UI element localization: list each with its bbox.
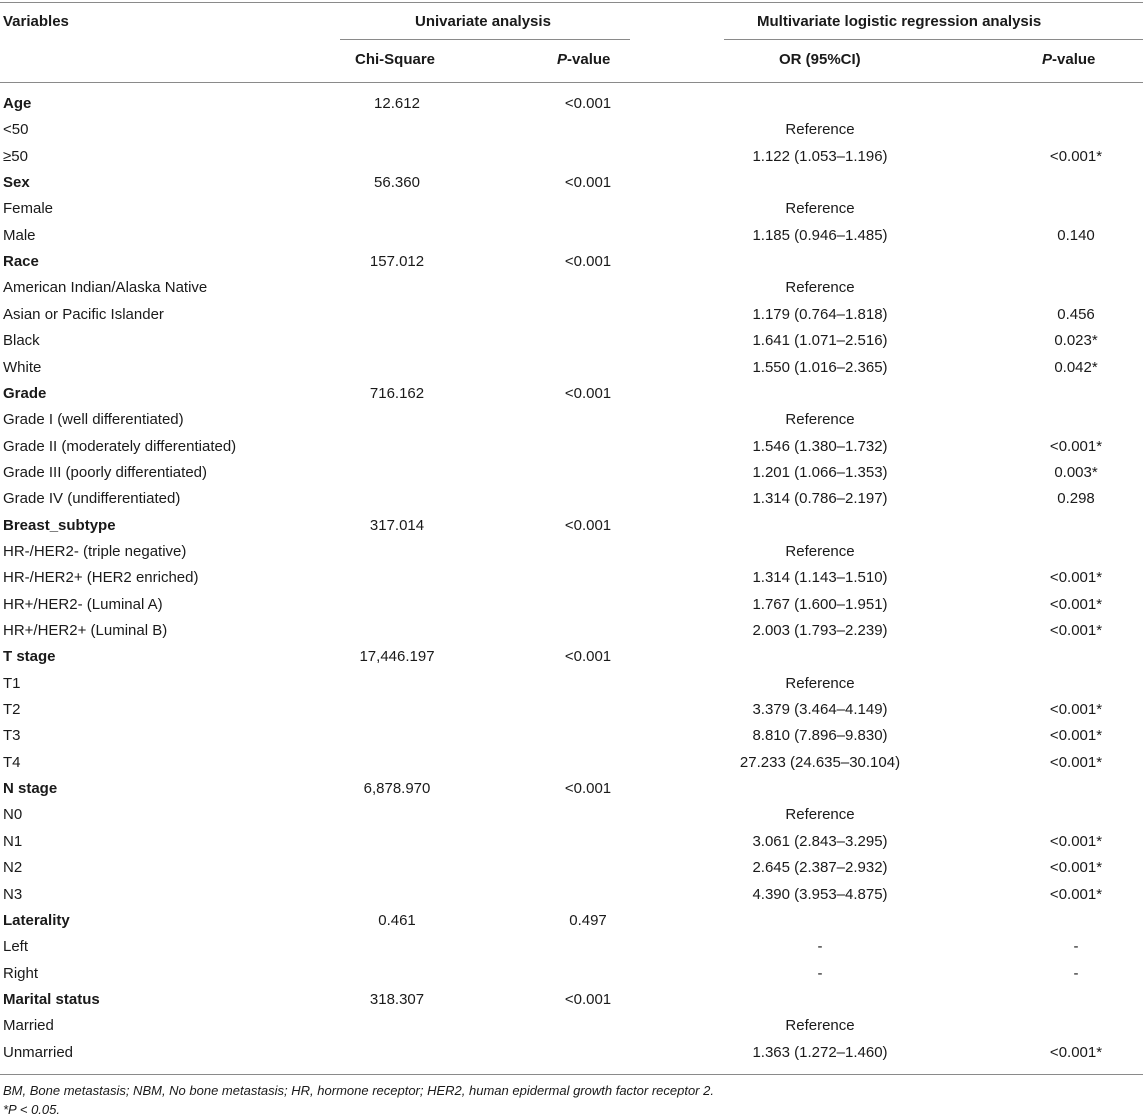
- table-row: [0, 222, 1143, 248]
- cell-or-ci: 1.122 (1.053–1.196): [752, 147, 888, 165]
- cell-variable: Right: [3, 964, 39, 982]
- cell-variable: HR-/HER2+ (HER2 enriched): [3, 569, 199, 587]
- cell-multivariate-p: 0.003*: [1054, 463, 1098, 481]
- table-row: [0, 116, 1143, 142]
- cell-variable: N3: [3, 885, 23, 903]
- cell-univariate-p: 0.497: [569, 911, 607, 929]
- table-row: [0, 617, 1143, 643]
- cell-variable: T4: [3, 753, 21, 771]
- cell-multivariate-p: <0.001*: [1049, 753, 1103, 771]
- cell-variable: Grade II (moderately differentiated): [3, 437, 237, 455]
- table-row: [0, 722, 1143, 748]
- table-row: [0, 801, 1143, 827]
- header-or-ci: OR (95%CI): [779, 51, 861, 68]
- cell-variable: HR-/HER2- (triple negative): [3, 542, 187, 560]
- cell-variable: Female: [3, 200, 54, 218]
- table-row: [0, 881, 1143, 907]
- table-row: [0, 327, 1143, 353]
- cell-univariate-p: <0.001: [564, 253, 612, 271]
- table-group-row: [0, 248, 1143, 274]
- cell-multivariate-p: <0.001*: [1049, 859, 1103, 877]
- cell-or-ci: 1.314 (0.786–2.197): [752, 490, 888, 508]
- cell-or-ci: Reference: [785, 200, 855, 218]
- table-row: [0, 143, 1143, 169]
- cell-chi-square: 318.307: [369, 990, 425, 1008]
- cell-variable: N stage: [3, 780, 58, 798]
- cell-univariate-p: <0.001: [564, 95, 612, 112]
- table-row: [0, 749, 1143, 775]
- cell-variable: T2: [3, 701, 21, 719]
- table-row: [0, 828, 1143, 854]
- table-row: [0, 564, 1143, 590]
- table-group-row: [0, 986, 1143, 1012]
- table-row: [0, 433, 1143, 459]
- cell-univariate-p: <0.001: [564, 648, 612, 666]
- header-multivariate: Multivariate logistic regression analysis: [757, 13, 1042, 30]
- cell-or-ci: Reference: [785, 674, 855, 692]
- table-row: [0, 195, 1143, 221]
- cell-variable: Unmarried: [3, 1043, 74, 1061]
- footnote-abbreviations: BM, Bone metastasis; NBM, No bone metastasis; HR, hormone receptor; HER2, human epidermal growth factor receptor 2.: [3, 1083, 714, 1098]
- cell-variable: American Indian/Alaska Native: [3, 279, 208, 297]
- cell-variable: Asian or Pacific Islander: [3, 305, 164, 323]
- cell-or-ci: Reference: [785, 1017, 855, 1035]
- cell-multivariate-p: 0.456: [1057, 305, 1095, 323]
- cell-univariate-p: <0.001: [564, 990, 612, 1008]
- cell-variable: Age: [3, 95, 32, 112]
- table-row: [0, 591, 1143, 617]
- cell-or-ci: 1.767 (1.600–1.951): [752, 595, 888, 613]
- cell-or-ci: 2.645 (2.387–2.932): [752, 859, 888, 877]
- cell-multivariate-p: <0.001*: [1049, 147, 1103, 165]
- header-univariate-p: P-value: [557, 51, 611, 68]
- cell-or-ci: -: [817, 938, 823, 956]
- cell-chi-square: 12.612: [374, 95, 420, 112]
- cell-variable: Left: [3, 938, 29, 956]
- table-row: [0, 274, 1143, 300]
- table-row: [0, 1012, 1143, 1038]
- table-row: [0, 459, 1143, 485]
- cell-variable: HR+/HER2+ (Luminal B): [3, 622, 168, 639]
- multivariate-underline: [724, 39, 1143, 40]
- cell-variable: Married: [3, 1017, 54, 1035]
- cell-multivariate-p: 0.140: [1057, 226, 1095, 244]
- cell-variable: Race: [3, 253, 39, 271]
- cell-variable: N2: [3, 859, 23, 877]
- cell-variable: HR+/HER2- (Luminal A): [3, 595, 163, 613]
- cell-or-ci: Reference: [785, 121, 855, 139]
- cell-multivariate-p: <0.001*: [1049, 885, 1103, 903]
- footnote-significance: *P < 0.05.: [3, 1102, 60, 1117]
- cell-or-ci: Reference: [785, 279, 855, 297]
- table-group-row: [0, 380, 1143, 406]
- cell-variable: Breast_subtype: [3, 516, 116, 534]
- cell-univariate-p: <0.001: [564, 174, 612, 192]
- cell-multivariate-p: <0.001*: [1049, 832, 1103, 850]
- cell-variable: Laterality: [3, 911, 70, 929]
- cell-multivariate-p: <0.001*: [1049, 727, 1103, 745]
- table-row: [0, 485, 1143, 511]
- cell-variable: <50: [3, 121, 29, 139]
- cell-univariate-p: <0.001: [564, 780, 612, 798]
- header-bottom-rule: [0, 82, 1143, 83]
- cell-multivariate-p: <0.001*: [1049, 701, 1103, 719]
- table-row: [0, 696, 1143, 722]
- cell-or-ci: -: [817, 964, 823, 982]
- cell-chi-square: 17,446.197: [359, 648, 435, 666]
- cell-or-ci: 1.179 (0.764–1.818): [752, 305, 888, 323]
- cell-multivariate-p: <0.001*: [1049, 595, 1103, 613]
- cell-variable: Black: [3, 332, 40, 350]
- cell-multivariate-p: <0.001*: [1049, 622, 1103, 639]
- table-row: [0, 1039, 1143, 1065]
- cell-variable: White: [3, 358, 42, 376]
- header-variables: Variables: [3, 13, 69, 30]
- cell-or-ci: 27.233 (24.635–30.104): [739, 753, 901, 771]
- cell-chi-square: 6,878.970: [363, 780, 431, 798]
- table-group-row: [0, 512, 1143, 538]
- cell-variable: Grade I (well differentiated): [3, 411, 184, 429]
- cell-multivariate-p: -: [1073, 938, 1079, 956]
- cell-variable: Sex: [3, 174, 30, 192]
- cell-variable: T3: [3, 727, 21, 745]
- cell-or-ci: 3.061 (2.843–3.295): [752, 832, 888, 850]
- cell-or-ci: 1.546 (1.380–1.732): [752, 437, 888, 455]
- cell-or-ci: 1.185 (0.946–1.485): [752, 226, 888, 244]
- cell-chi-square: 157.012: [369, 253, 425, 271]
- cell-chi-square: 56.360: [374, 174, 420, 192]
- table-top-rule: [0, 2, 1143, 3]
- cell-variable: Grade: [3, 384, 47, 402]
- cell-or-ci: Reference: [785, 411, 855, 429]
- cell-variable: ≥50: [3, 147, 28, 165]
- header-multivariate-p: P-value: [1042, 51, 1096, 68]
- table-group-row: [0, 90, 1143, 116]
- cell-variable: Marital status: [3, 990, 100, 1008]
- cell-multivariate-p: 0.023*: [1054, 332, 1098, 350]
- cell-multivariate-p: <0.001*: [1049, 437, 1103, 455]
- cell-variable: N1: [3, 832, 23, 850]
- cell-chi-square: 0.461: [378, 911, 416, 929]
- cell-univariate-p: <0.001: [564, 516, 612, 534]
- cell-or-ci: 4.390 (3.953–4.875): [752, 885, 888, 903]
- cell-or-ci: 3.379 (3.464–4.149): [752, 701, 888, 719]
- cell-variable: Grade III (poorly differentiated): [3, 463, 207, 481]
- cell-variable: Grade IV (undifferentiated): [3, 490, 181, 508]
- cell-or-ci: 2.003 (1.793–2.239): [752, 622, 888, 639]
- cell-or-ci: 1.314 (1.143–1.510): [752, 569, 888, 587]
- cell-multivariate-p: -: [1073, 964, 1079, 982]
- cell-variable: N0: [3, 806, 23, 824]
- header-univariate: Univariate analysis: [415, 13, 551, 30]
- table-group-row: [0, 907, 1143, 933]
- cell-multivariate-p: <0.001*: [1049, 1043, 1103, 1061]
- cell-or-ci: 1.363 (1.272–1.460): [752, 1043, 888, 1061]
- table-row: [0, 354, 1143, 380]
- cell-multivariate-p: <0.001*: [1049, 569, 1103, 587]
- table-row: [0, 854, 1143, 880]
- cell-or-ci: 1.641 (1.071–2.516): [752, 332, 888, 350]
- table-group-row: [0, 169, 1143, 195]
- cell-variable: T stage: [3, 648, 56, 666]
- cell-or-ci: 8.810 (7.896–9.830): [752, 727, 888, 745]
- cell-multivariate-p: 0.298: [1057, 490, 1095, 508]
- cell-univariate-p: <0.001: [564, 384, 612, 402]
- cell-or-ci: Reference: [785, 542, 855, 560]
- header-chi-square: Chi-Square: [355, 51, 436, 68]
- table-row: [0, 538, 1143, 564]
- table-row: [0, 406, 1143, 432]
- table-bottom-rule: [0, 1074, 1143, 1075]
- univariate-underline: [340, 39, 630, 40]
- cell-or-ci: Reference: [785, 806, 855, 824]
- table-row: [0, 301, 1143, 327]
- table-group-row: [0, 775, 1143, 801]
- cell-variable: Male: [3, 226, 36, 244]
- cell-multivariate-p: 0.042*: [1054, 358, 1098, 376]
- table-group-row: [0, 643, 1143, 669]
- table-row: [0, 670, 1143, 696]
- cell-chi-square: 716.162: [369, 384, 425, 402]
- cell-or-ci: 1.550 (1.016–2.365): [752, 358, 888, 376]
- cell-or-ci: 1.201 (1.066–1.353): [752, 463, 888, 481]
- cell-chi-square: 317.014: [369, 516, 425, 534]
- table-row: [0, 960, 1143, 986]
- table-row: [0, 933, 1143, 959]
- cell-variable: T1: [3, 674, 21, 692]
